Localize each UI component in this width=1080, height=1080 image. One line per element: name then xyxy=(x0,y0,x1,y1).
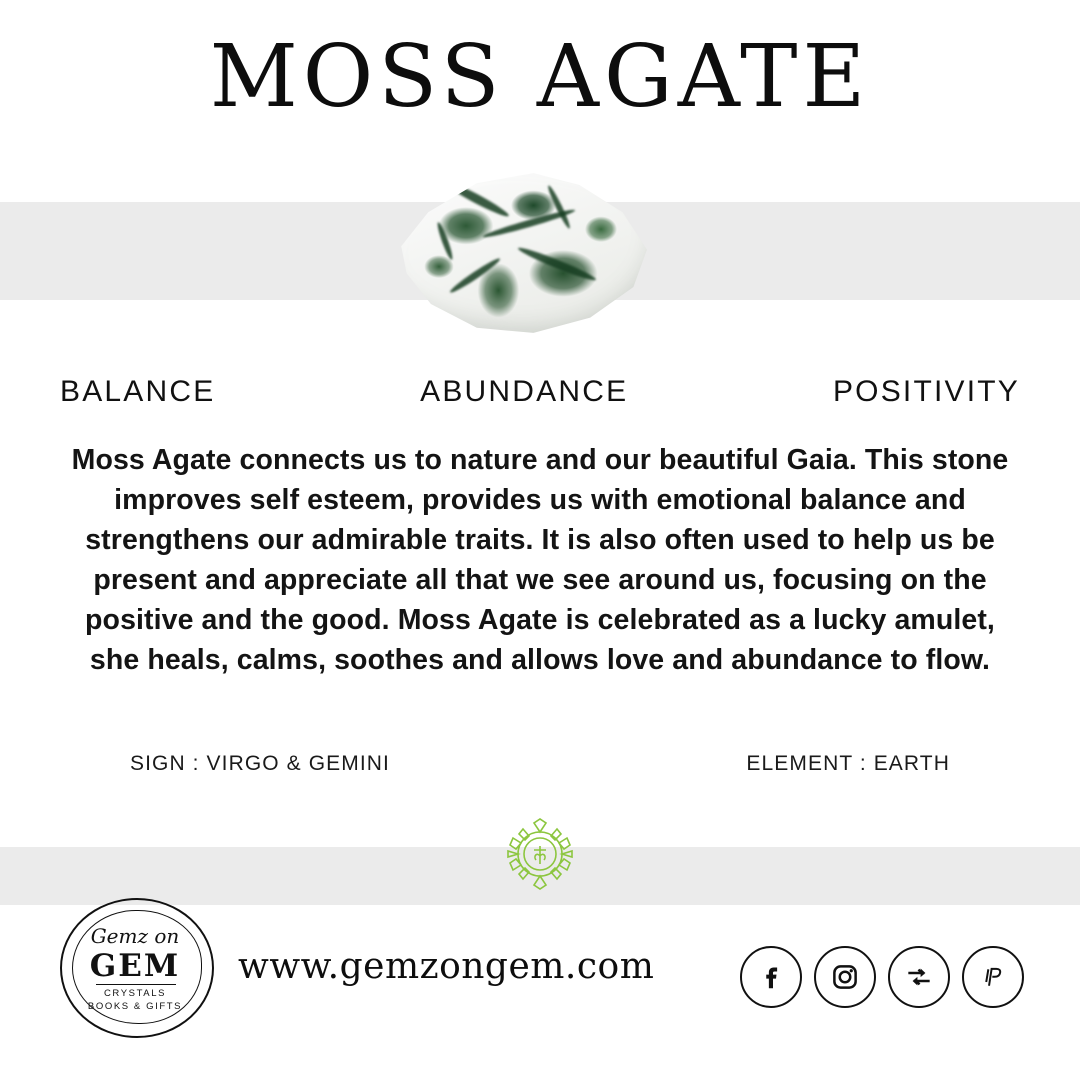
share-icon[interactable] xyxy=(888,946,950,1008)
instagram-icon[interactable] xyxy=(814,946,876,1008)
gemstone-vein xyxy=(448,256,502,295)
gemstone-vein xyxy=(546,184,572,230)
gemstone-vein xyxy=(517,245,598,284)
brand-logo[interactable] xyxy=(56,896,218,1036)
keyword-row xyxy=(60,375,1020,409)
logo-divider xyxy=(96,984,176,985)
description-text: Moss Agate connects us to nature and our beautiful Gaia. This stone improves self esteem, provides us with emotional balance and strengthens our admirable traits. It is also often used to help us be present and appreciate all that we see around us, focusing on the positive and the good. Moss Agate is celebrated as a lucky amulet, she heals, calms, soothes and allows love and abundance to flow. xyxy=(71,444,1009,676)
logo-subtitle-2: BOOKS & GIFTS xyxy=(87,1001,183,1012)
keyword-abundance: ABUNDANCE xyxy=(420,375,629,408)
element-label: ELEMENT : EARTH xyxy=(746,752,950,775)
website-url[interactable]: www.gemzongem.com xyxy=(238,946,655,987)
social-links xyxy=(740,946,1024,1008)
gemstone-vein xyxy=(435,221,454,261)
gemstone-image xyxy=(385,168,655,338)
paypal-icon[interactable] xyxy=(962,946,1024,1008)
gemstone-shape xyxy=(385,168,655,338)
logo-script-text: Gemz on xyxy=(90,924,180,948)
logo-subtitle-1: CRYSTALS xyxy=(103,988,167,999)
logo-main-text: GEM xyxy=(89,948,181,984)
zodiac-sign-label: SIGN : VIRGO & GEMINI xyxy=(130,752,390,775)
keyword-positivity: POSITIVITY xyxy=(832,375,1020,408)
keyword-balance: BALANCE xyxy=(60,375,216,408)
facebook-icon[interactable] xyxy=(740,946,802,1008)
heart-chakra-icon xyxy=(487,818,593,890)
page-title: MOSS AGATE xyxy=(209,27,871,127)
gemstone-vein xyxy=(441,177,511,220)
meta-row xyxy=(130,752,950,776)
